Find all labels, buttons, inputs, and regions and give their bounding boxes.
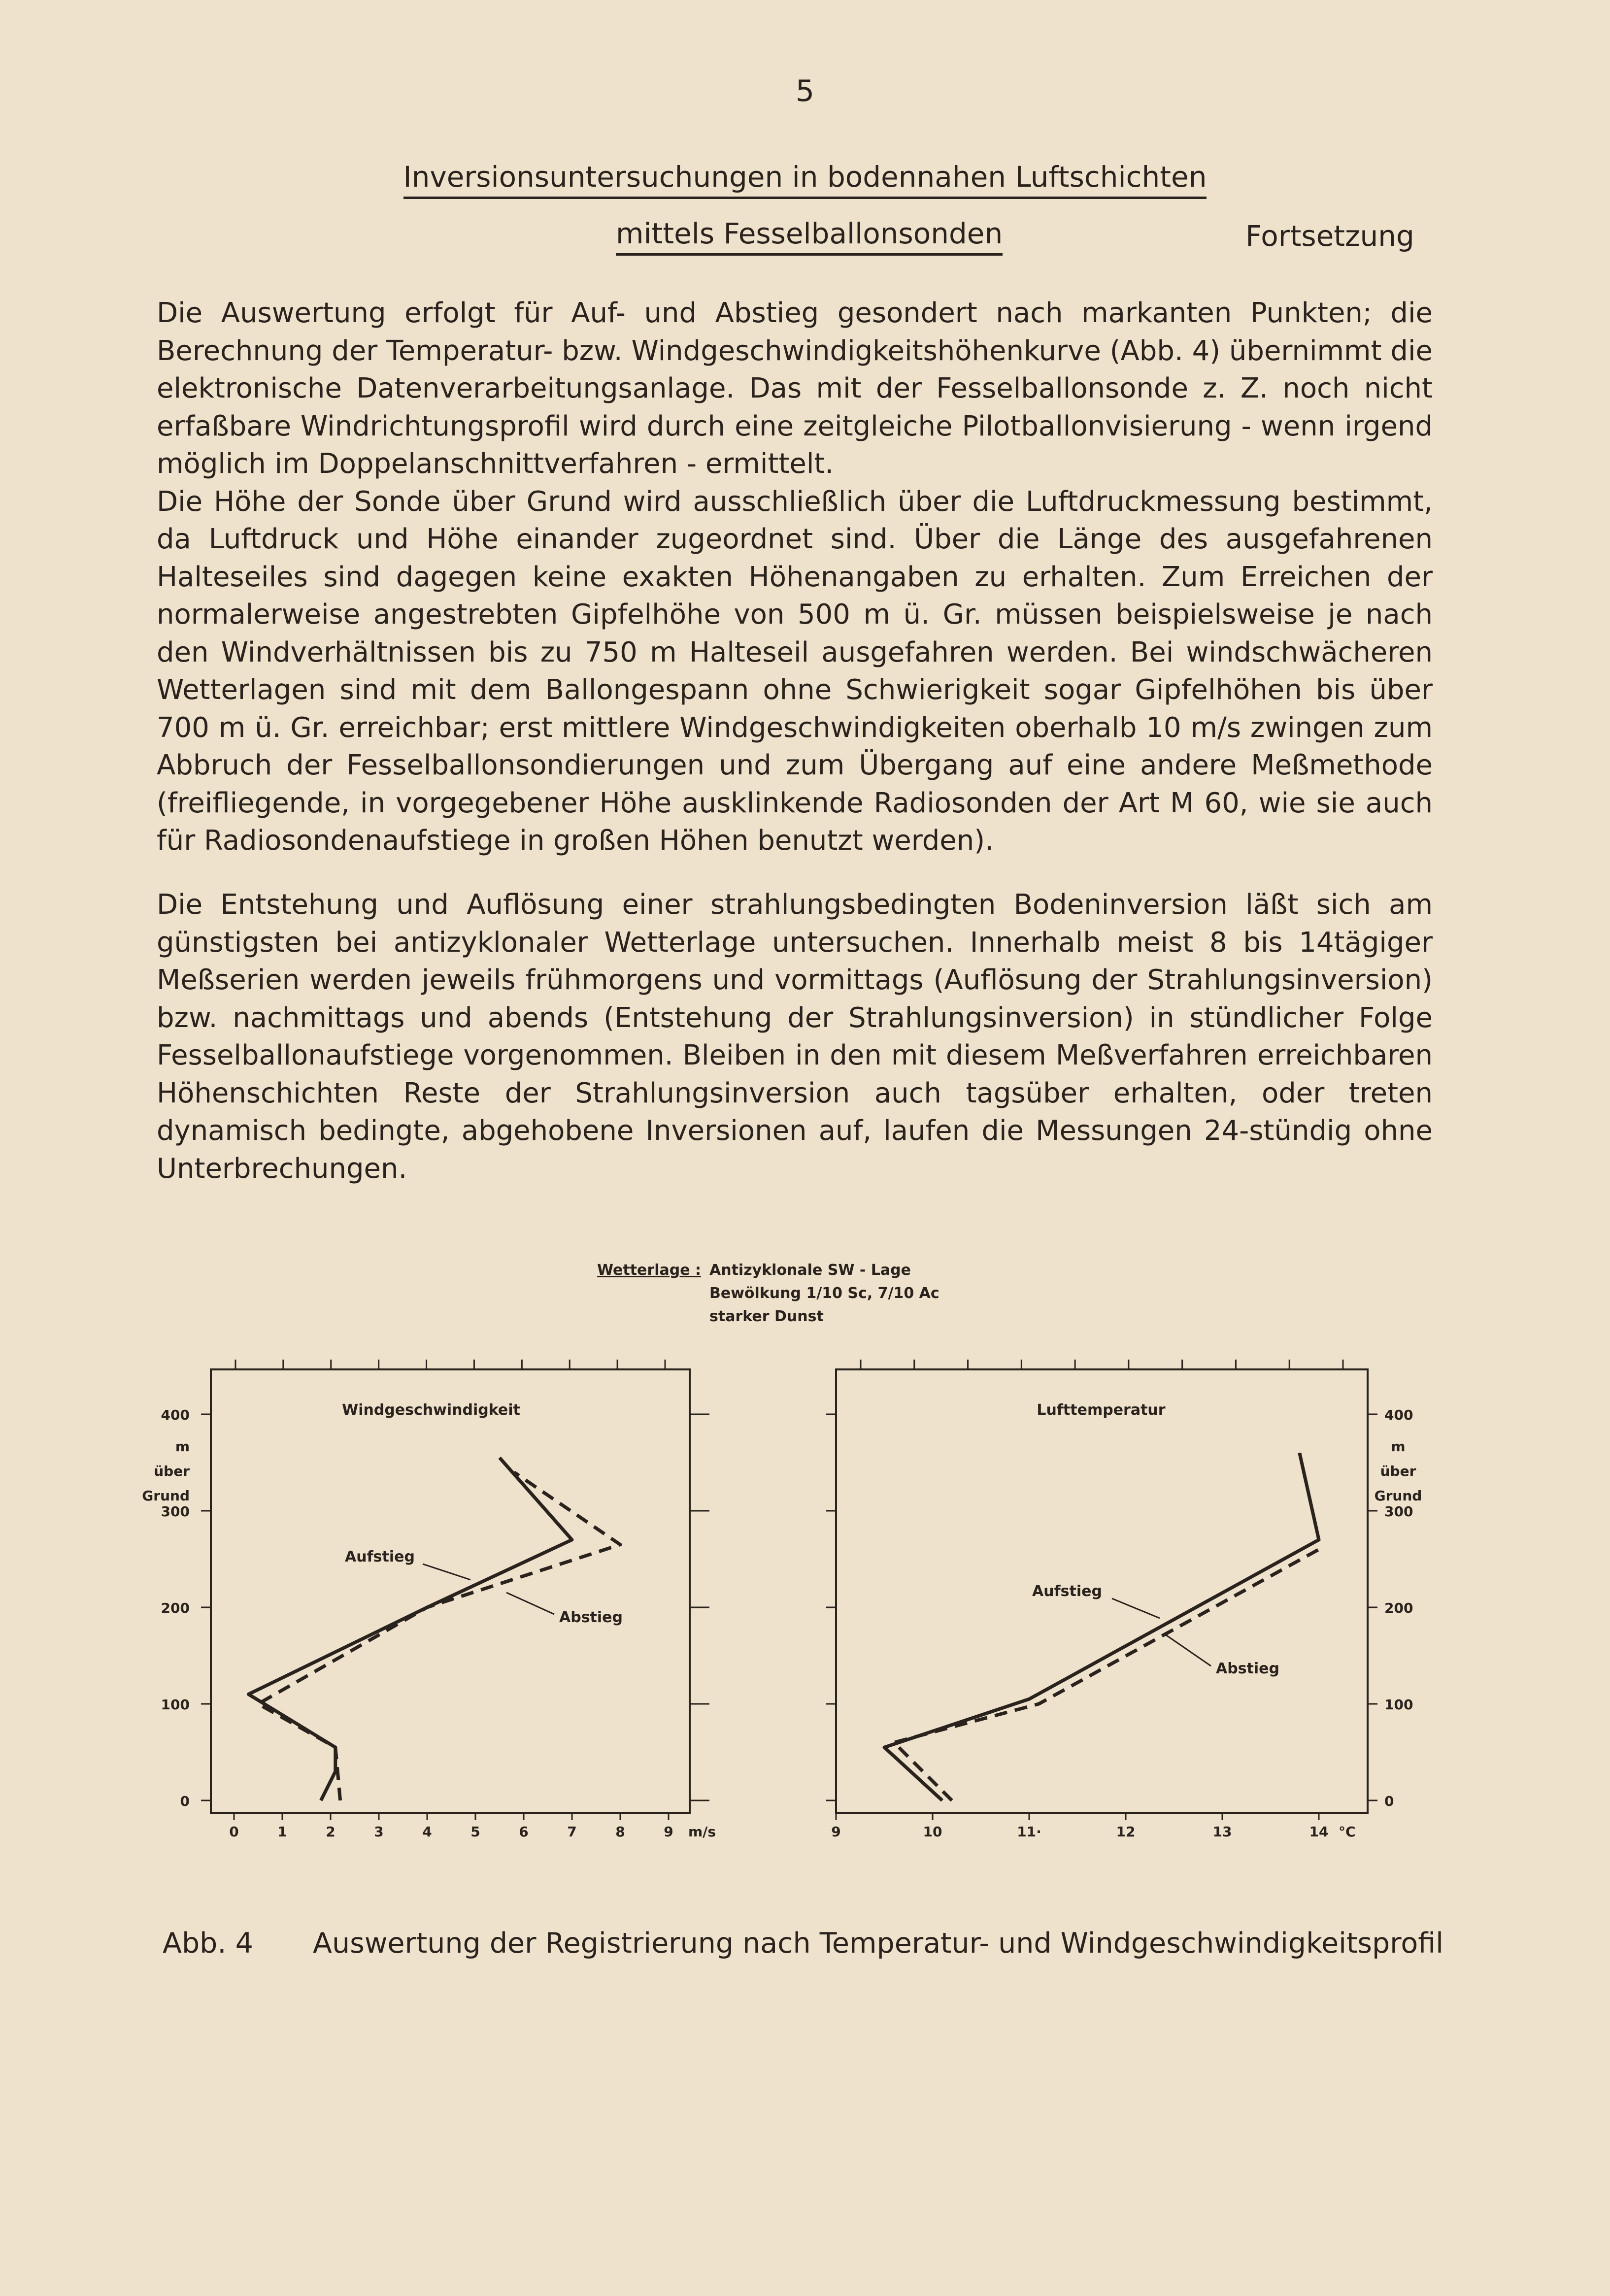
continuation-note: Fortsetzung: [1245, 219, 1414, 253]
chart-1-annotation-leader: [423, 1564, 470, 1580]
chart-1-series-aufstieg: [248, 1458, 572, 1800]
chart-1-x-unit: m/s: [688, 1824, 716, 1840]
chart-1-y-unit: über: [154, 1463, 190, 1479]
paragraph-3: Die Entstehung und Auflösung einer strahlungsbedingten Bodeninversion läßt sich am günstigsten bei antizyklonaler Wetterlage untersuchen. Innerhalb meist 8 bis 14tägiger Meßserien werden jeweils frühmorgens und vormittags (Auflösung der Strahlungsinversion) bzw. nachmittags und abends (Entstehung der Strahlungsinversion) in stündlicher Folge Fesselballonaufstiege vorgenommen. Bleiben in den mit diesem Meßverfahren erreichbaren Höhenschichten Reste der Strahlungsinversion auch tagsüber erhalten, oder treten dynamisch bedingte, abgehobene Inversionen auf, laufen die Messungen 24-stündig ohne Unterbrechungen.: [157, 889, 1433, 1185]
chart-2-y-unit: m: [1391, 1438, 1406, 1455]
chart-2-annotation-abstieg: Abstieg: [1216, 1660, 1279, 1677]
chart-2-y-tick-label: 300: [1384, 1503, 1413, 1520]
figure-caption: [163, 1927, 1443, 1960]
chart-1-y-tick-label: 300: [161, 1503, 190, 1520]
chart-1-x-tick-label: 5: [470, 1824, 480, 1840]
chart-2-annotation-aufstieg: Aufstieg: [1032, 1583, 1102, 1600]
chart-1-y-tick-label: 0: [180, 1793, 190, 1809]
chart-1-x-tick-label: 6: [519, 1824, 529, 1840]
page-number: 5: [795, 74, 815, 108]
chart-1-x-tick-label: 2: [326, 1824, 335, 1840]
chart-1-annotation-leader: [506, 1593, 554, 1614]
chart-1-annotation-aufstieg: Aufstieg: [345, 1548, 415, 1565]
chart-1-y-tick-label: 400: [161, 1407, 190, 1423]
chart-2-y-unit: über: [1380, 1463, 1416, 1479]
chart-2-x-tick-label: 12: [1116, 1824, 1136, 1840]
chart-2-annotation-leader: [1112, 1598, 1160, 1618]
chart-2-y-tick-label: 100: [1384, 1697, 1413, 1713]
chart-1-y-tick-label: 100: [161, 1697, 190, 1713]
weather-label: Wetterlage :: [597, 1262, 701, 1279]
paragraph-2: Die Höhe der Sonde über Grund wird ausschließlich über die Luftdruckmessung bestimmt, da Luftdruck und Höhe einander zugeordnet sind. Über die Länge des ausgefahrenen Halteseiles sind dagegen keine exakten Höhenangaben zu erhalten. Zum Erreichen der normalerweise angestrebten Gipfelhöhe von 500 m ü. Gr. müssen beispielsweise je nach den Windverhältnissen bis zu 750 m Halteseil ausgefahren werden. Bei windschwächeren Wetterlagen sind mit dem Ballongespann ohne Schwierigkeit sogar Gipfelhöhen bis über 700 m ü. Gr. erreichbar; erst mittlere Windgeschwindigkeiten oberhalb 10 m/s zwingen zum Abbruch der Fesselballonsondierungen und zum Übergang auf eine andere Meßmethode (freifliegende, in vorgegebener Höhe ausklinkende Radiosonden der Art M 60, wie sie auch für Radiosondenaufstiege in großen Höhen benutzt werden).: [157, 485, 1433, 857]
chart-2-x-tick-label: 11·: [1017, 1824, 1041, 1840]
chart-1-x-tick-label: 4: [422, 1824, 432, 1840]
chart-1-y-unit: m: [175, 1438, 190, 1455]
chart-2-x-tick-label: 10: [923, 1824, 942, 1840]
caption-label: Abb. 4: [163, 1927, 253, 1960]
chart-2-x-tick-label: 14: [1309, 1824, 1329, 1840]
chart-1-y-unit: Grund: [142, 1488, 190, 1504]
chart-2-y-unit: Grund: [1374, 1488, 1422, 1504]
chart-1-x-tick-label: 3: [374, 1824, 384, 1840]
chart-1-series-abstieg: [258, 1472, 620, 1800]
chart-1-annotation-abstieg: Abstieg: [559, 1609, 623, 1626]
chart-1-x-tick-label: 7: [567, 1824, 577, 1840]
chart-1-x-tick-label: 0: [229, 1824, 239, 1840]
chart-1-x-tick-label: 1: [277, 1824, 287, 1840]
paragraph-1: Die Auswertung erfolgt für Auf- und Abstieg gesondert nach markanten Punkten; die Berechnung der Temperatur- bzw. Windgeschwindigkeitshöhenkurve (Abb. 4) übernimmt die elektronische Datenverarbeitungsanlage. Das mit der Fesselballonsonde z. Z. noch nicht erfaßbare Windrichtungsprofil wird durch eine zeitgleiche Pilotballonvisierung - wenn irgend möglich im Doppelanschnittverfahren - ermittelt.: [157, 297, 1433, 480]
chart-1-y-tick-label: 200: [161, 1600, 190, 1616]
chart-1-title: Windgeschwindigkeit: [342, 1401, 520, 1419]
chart-1-x-tick-label: 9: [664, 1824, 673, 1840]
weather-line-2: Bewölkung 1/10 Sc, 7/10 Ac: [709, 1285, 939, 1302]
chart-2-series-aufstieg: [884, 1453, 1319, 1800]
caption-text: Auswertung der Registrierung nach Temperatur- und Windgeschwindigkeitsprofil: [313, 1927, 1443, 1960]
chart-2-y-tick-label: 0: [1384, 1793, 1394, 1809]
weather-line-1: Antizyklonale SW - Lage: [709, 1262, 911, 1279]
chart-2-x-tick-label: 13: [1212, 1824, 1232, 1840]
chart-2-annotation-leader: [1165, 1634, 1211, 1666]
chart-2-x-unit: °C: [1339, 1824, 1356, 1840]
chart-2-x-tick-label: 9: [831, 1824, 841, 1840]
chart-2-title: Lufttemperatur: [1037, 1401, 1166, 1419]
title-line-1: Inversionsuntersuchungen in bodennahen Luftschichten: [403, 160, 1207, 199]
chart-1-x-tick-label: 8: [615, 1824, 625, 1840]
chart-1-frame: [211, 1369, 690, 1813]
title-line-2: mittels Fesselballonsonden: [616, 217, 1003, 256]
chart-2-y-tick-label: 400: [1384, 1407, 1413, 1423]
weather-line-3: starker Dunst: [709, 1308, 824, 1325]
chart-2-y-tick-label: 200: [1384, 1600, 1413, 1616]
